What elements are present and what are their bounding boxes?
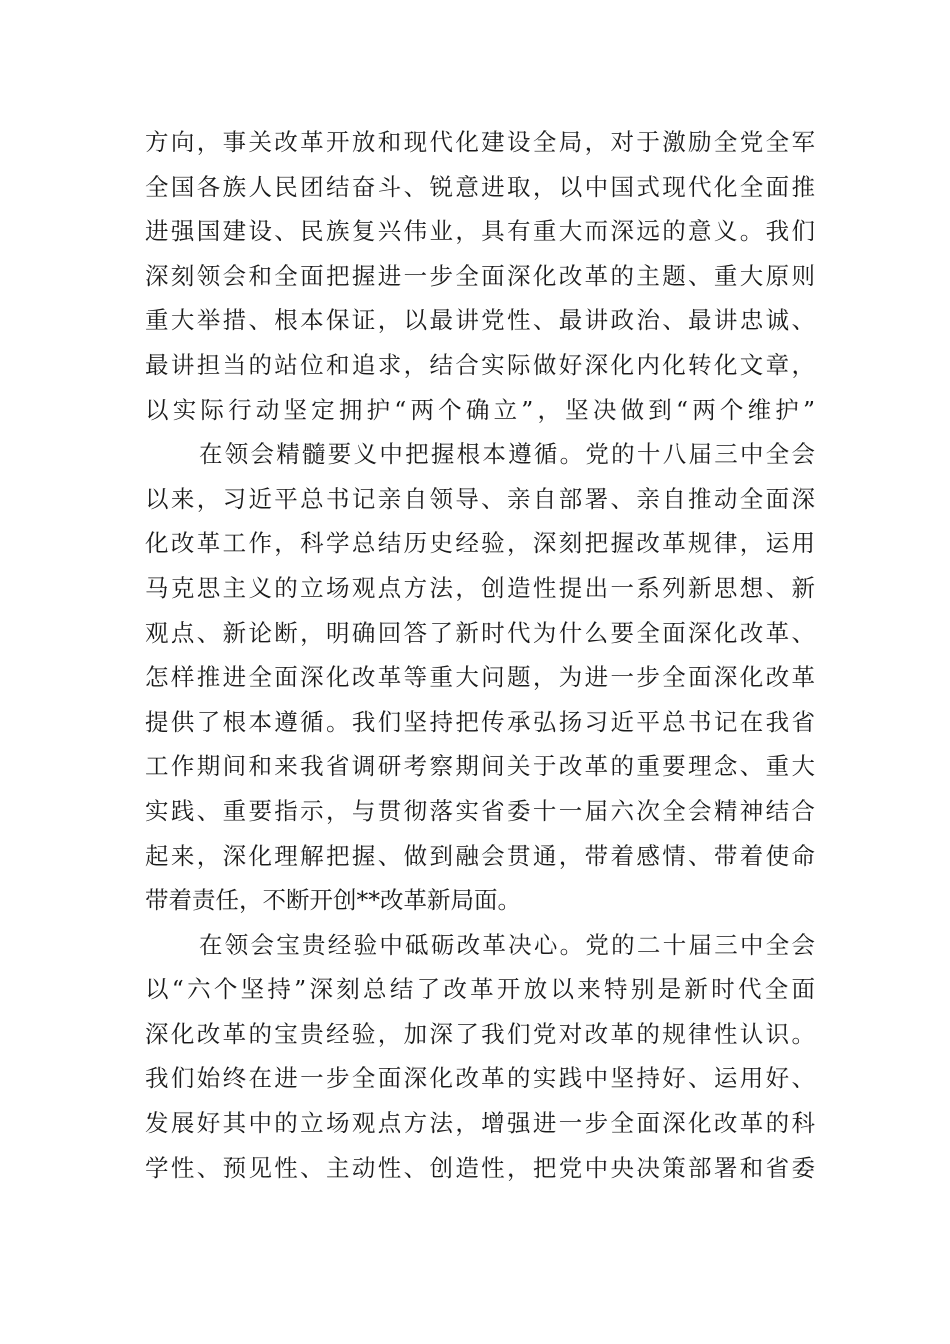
text-line: 我们始终在进一步全面深化改革的实践中坚持好、运用好、 — [145, 1064, 815, 1093]
text-line: 以实际行动坚定拥护“两个确立”，坚决做到“两个维护” — [145, 395, 815, 424]
text-line: 最讲担当的站位和追求，结合实际做好深化内化转化文章， — [145, 350, 815, 379]
text-line: 以来，习近平总书记亲自领导、亲自部署、亲自推动全面深 — [145, 484, 815, 513]
text-line: 怎样推进全面深化改革等重大问题，为进一步全面深化改革 — [145, 663, 815, 692]
text-line: 起来，深化理解把握、做到融会贯通，带着感情、带着使命 — [145, 841, 815, 870]
text-line: 重大举措、根本保证，以最讲党性、最讲政治、最讲忠诚、 — [145, 306, 815, 335]
text-line: 提供了根本遵循。我们坚持把传承弘扬习近平总书记在我省 — [145, 707, 815, 736]
text-line: 观点、新论断，明确回答了新时代为什么要全面深化改革、 — [145, 618, 815, 647]
text-line: 学性、预见性、主动性、创造性，把党中央决策部署和省委 — [145, 1153, 815, 1182]
text-line: 深化改革的宝贵经验，加深了我们党对改革的规律性认识。 — [145, 1019, 815, 1048]
text-line: 在领会精髓要义中把握根本遵循。党的十八届三中全会 — [199, 440, 815, 469]
text-line: 进强国建设、民族复兴伟业，具有重大而深远的意义。我们 — [145, 217, 815, 246]
text-line: 发展好其中的立场观点方法，增强进一步全面深化改革的科 — [145, 1109, 815, 1138]
text-line: 深刻领会和全面把握进一步全面深化改革的主题、重大原则 — [145, 261, 815, 290]
text-line: 全国各族人民团结奋斗、锐意进取，以中国式现代化全面推 — [145, 172, 815, 201]
text-line: 方向，事关改革开放和现代化建设全局，对于激励全党全军 — [145, 128, 815, 156]
text-line: 以“六个坚持”深刻总结了改革开放以来特别是新时代全面 — [145, 975, 815, 1004]
body-text — [145, 120, 815, 1190]
text-line: 带着责任，不断开创**改革新局面。 — [145, 886, 521, 915]
text-line: 化改革工作，科学总结历史经验，深刻把握改革规律，运用 — [145, 529, 815, 558]
text-line: 实践、重要指示，与贯彻落实省委十一届六次全会精神结合 — [145, 796, 815, 825]
text-line: 在领会宝贵经验中砥砺改革决心。党的二十届三中全会 — [199, 930, 815, 959]
text-line: 工作期间和来我省调研考察期间关于改革的重要理念、重大 — [145, 752, 815, 781]
text-line: 马克思主义的立场观点方法，创造性提出一系列新思想、新 — [145, 573, 815, 602]
